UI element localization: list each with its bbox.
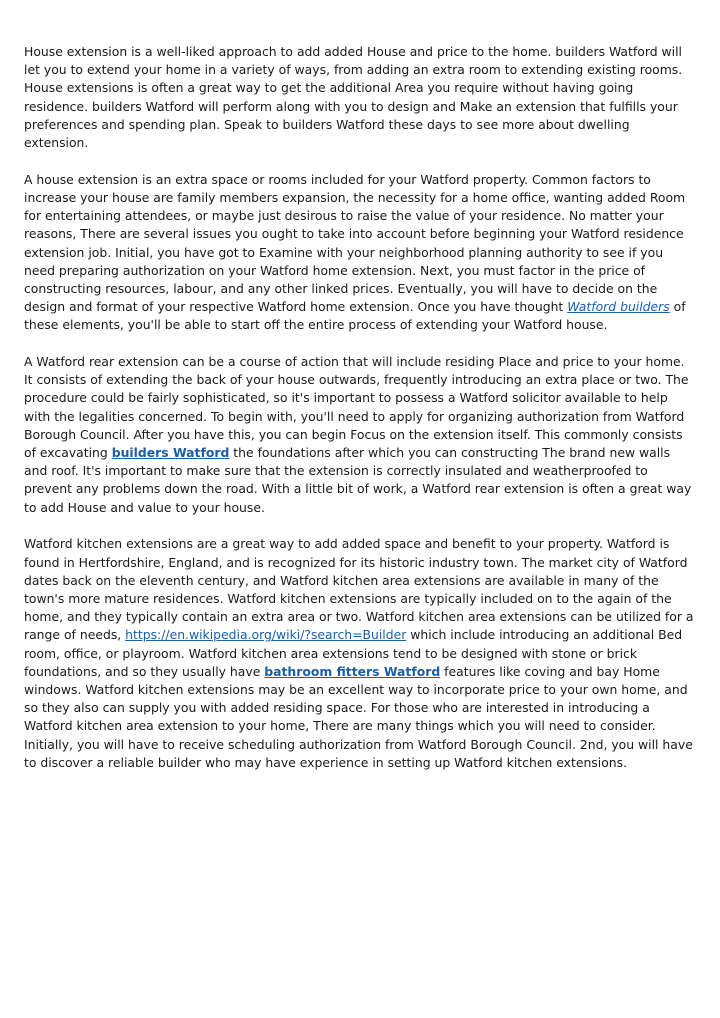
wikipedia-builder-link[interactable]: https://en.wikipedia.org/wiki/?search=Builder xyxy=(125,627,407,643)
paragraph-4-text-after: features like coving and bay Home windows. Watford kitchen extensions may be an excellent way to incorporate price to your own home, and so they also can supply you with added residing space. For those who are interested in introducing a Watford kitchen area extension to your home, There are many things which you will need to consider. Initially, you will have to receive scheduling authorization from Watford Borough Council. 2nd, you will have to discover a reliable builder who may have experience in setting up Watford kitchen extensions. xyxy=(24,663,693,770)
paragraph-2 xyxy=(24,171,696,335)
paragraph-3-text-after: the foundations after which you can constructing The brand new walls and roof. It's important to make sure that the extension is correctly insulated and weatherproofed to prevent any problems down the road. With a little bit of work, a Watford rear extension is often a great way to add House and value to your house. xyxy=(24,445,692,515)
paragraph-4-text-before: Watford kitchen extensions are a great way to add added space and benefit to your property. Watford is found in Hertfordshire, England, and is recognized for its historic industry town. The market city of Watford dates back on the eleventh century, and Watford kitchen area extensions are available in many of the town's more mature residences. Watford kitchen extensions are typically included on to the again of the home, and they typically contain an extra area or two. Watford kitchen area extensions can be utilized for a range of needs, xyxy=(24,536,694,643)
paragraph-3 xyxy=(24,353,696,517)
watford-builders-link[interactable]: Watford builders xyxy=(567,299,670,315)
paragraph-3-text-before: A Watford rear extension can be a course of action that will include residing Place and price to your home. It consists of extending the back of your house outwards, frequently introducing an extra place or two. The procedure could be fairly sophisticated, so it's important to possess a Watford solicitor available to help with the legalities concerned. To begin with, you'll need to apply for organizing authorization from Watford Borough Council. After you have this, you can begin Focus on the extension itself. This commonly consists of excavating xyxy=(24,354,689,461)
builders-watford-link[interactable]: builders Watford xyxy=(111,445,230,461)
paragraph-1-text: House extension is a well-liked approach to add added House and price to the home. builders Watford will let you to extend your home in a variety of ways, from adding an extra room to extending existing rooms. House extensions is often a great way to get the additional Area you require without having going residence. builders Watford will perform along with you to design and Make an extension that fulfills your preferences and spending plan. Speak to builders Watford these days to see more about dwelling extension. xyxy=(24,44,683,151)
paragraph-1 xyxy=(24,43,696,152)
paragraph-2-text-after: of these elements, you'll be able to start off the entire process of extending your Watford house. xyxy=(24,299,686,333)
article-body xyxy=(24,43,696,791)
paragraph-4-text-middle: which include introducing an additional Bed room, office, or playroom. Watford kitchen area extensions tend to be designed with stone or brick foundations, and so they usually have xyxy=(24,627,683,679)
bathroom-fitters-watford-link[interactable]: bathroom fitters Watford xyxy=(264,663,441,679)
paragraph-4 xyxy=(24,535,696,772)
paragraph-2-text-before: A house extension is an extra space or rooms included for your Watford property. Common factors to increase your house are family members expansion, the necessity for a home office, wanting added Room for entertaining attendees, or maybe just desirous to raise the value of your residence. No matter your reasons, There are several issues you ought to take into account before beginning your Watford residence extension job. Initial, you have got to Examine with your neighborhood planning authority to see if you need preparing authorization on your Watford home extension. Next, you must factor in the price of constructing resources, labour, and any other linked prices. Eventually, you will have to decide on the design and format of your respective Watford home extension. Once you have thought xyxy=(24,171,686,315)
